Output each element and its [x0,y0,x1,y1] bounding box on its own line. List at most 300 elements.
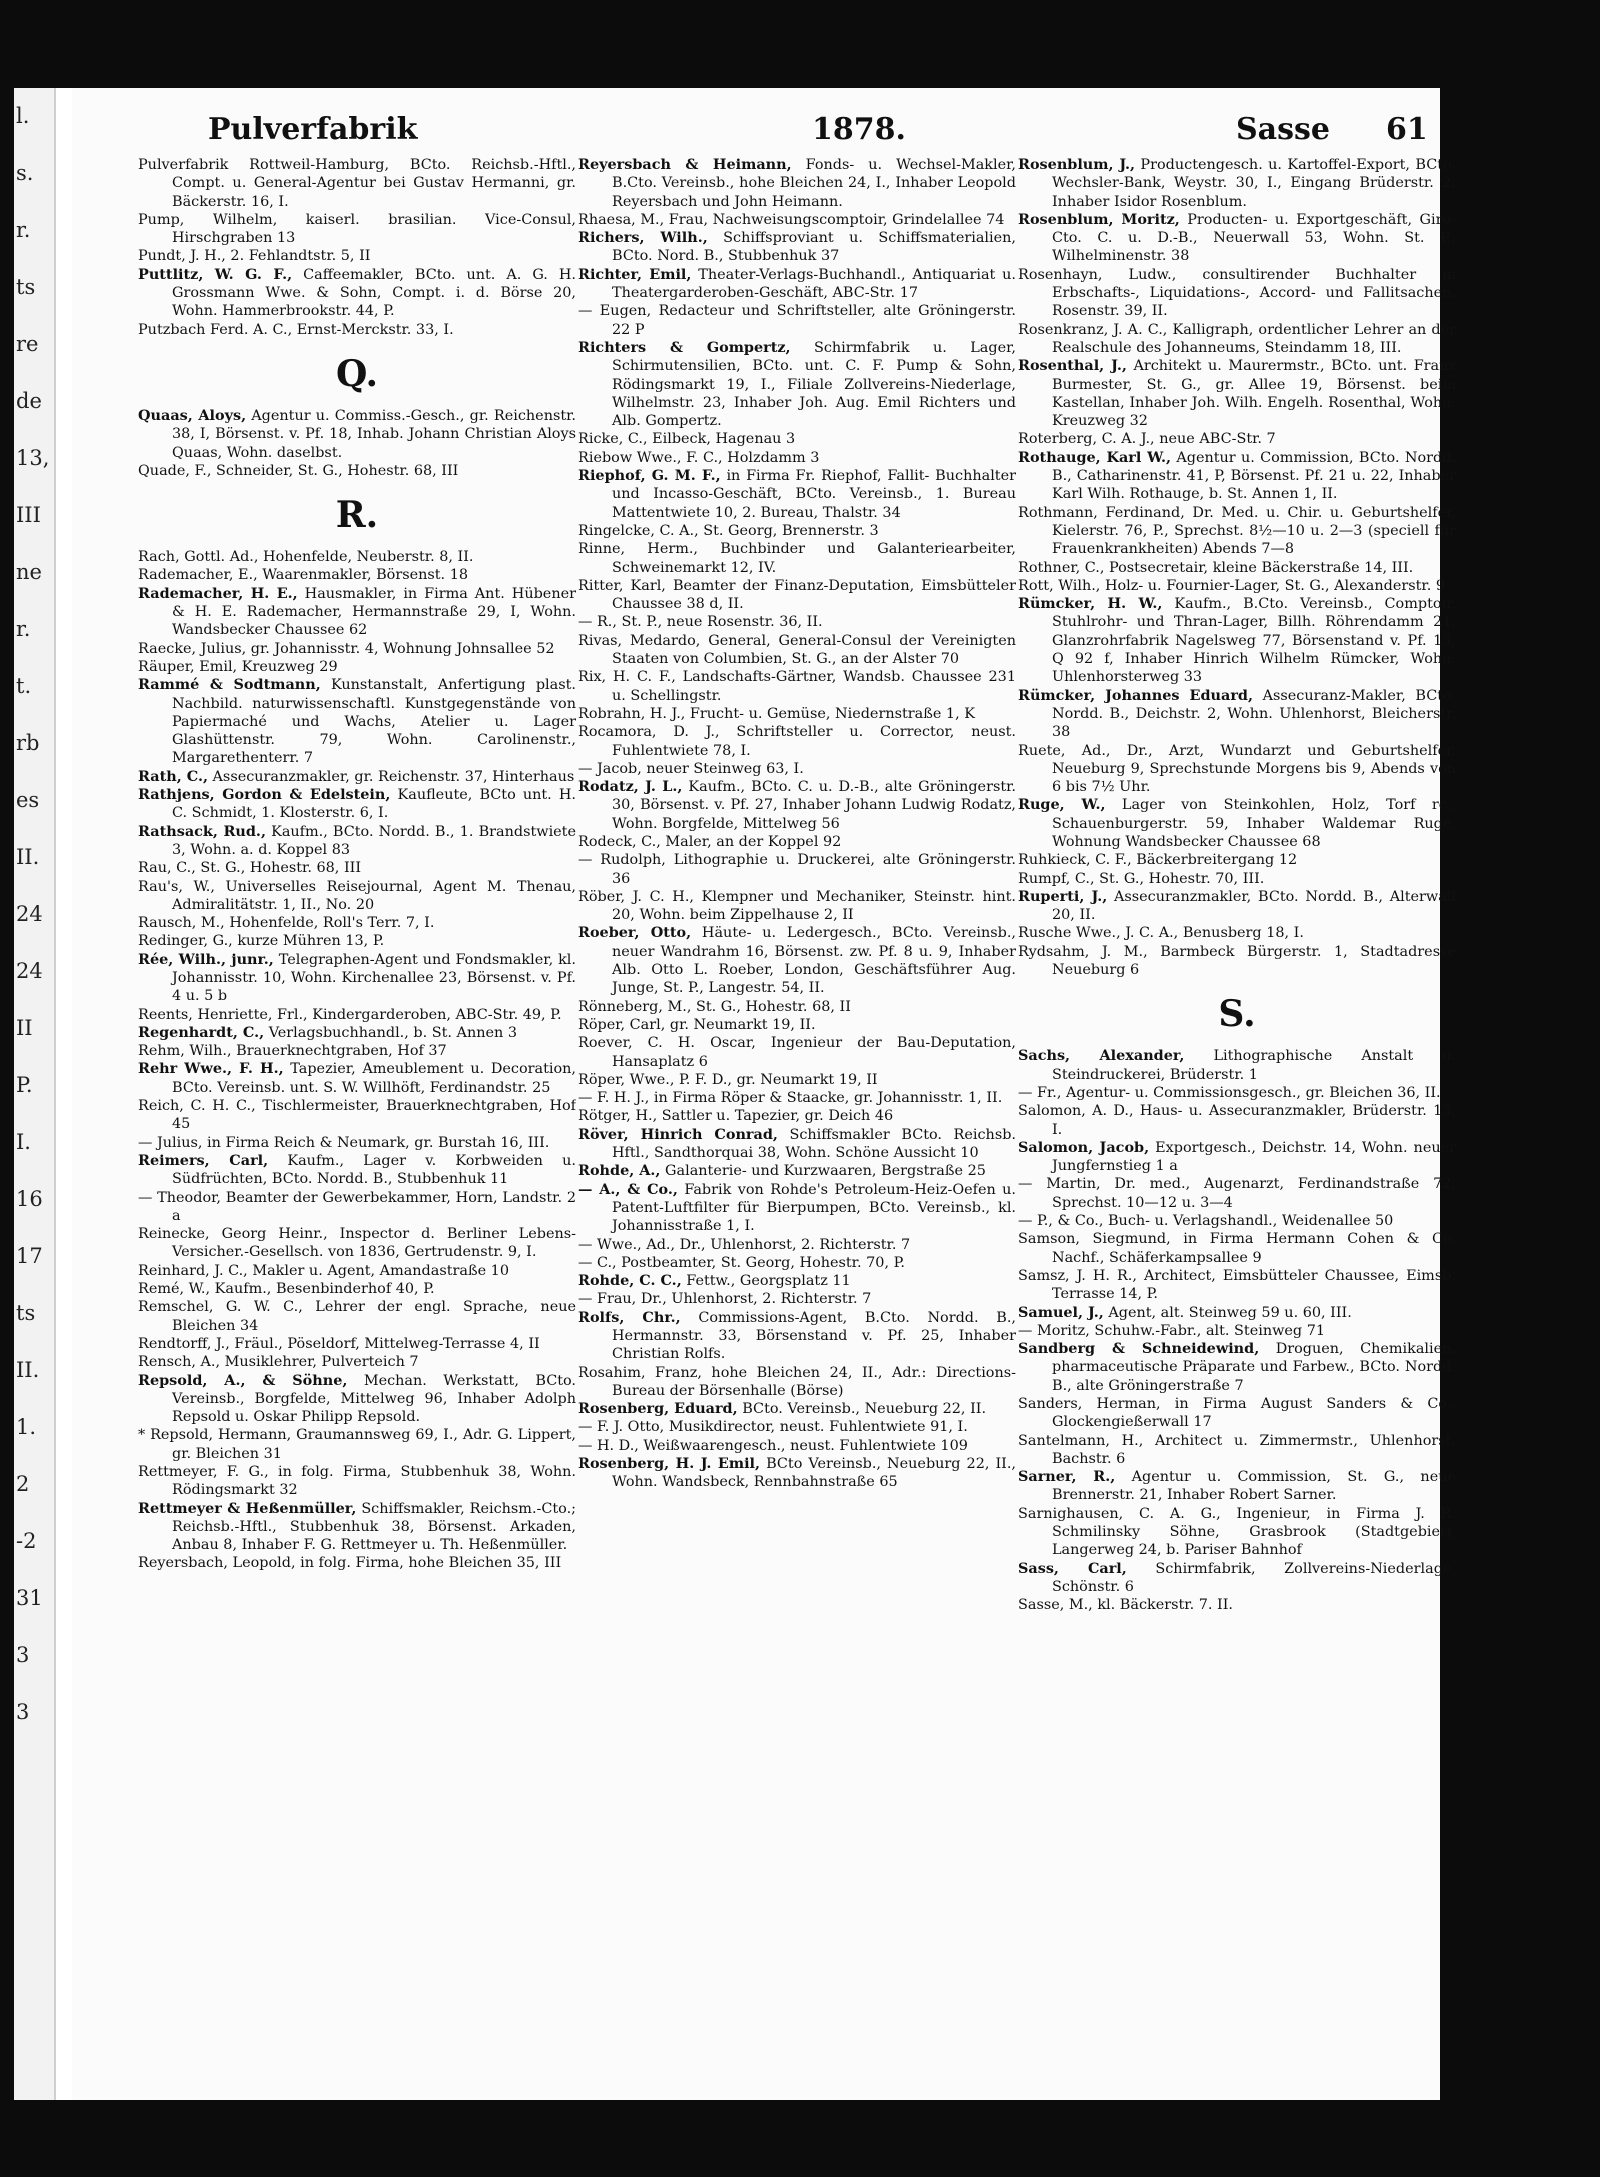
entry-name: Sarner, R., [1018,1468,1116,1486]
directory-entry [1018,156,1456,211]
directory-entry [138,1006,576,1024]
entry-text: — C., Postbeamter, St. Georg, Hohestr. 70, P. [578,1254,905,1271]
entry-text: Reents, Henriette, Frl., Kindergarderoben, ABC-Str. 49, P. [138,1006,562,1023]
entry-name: Rathsack, Rud., [138,822,266,840]
entry-text: Röper, Carl, gr. Neumarkt 19, II. [578,1016,816,1033]
entry-name: Reimers, Carl, [138,1151,269,1169]
entry-name: Rümcker, H. W., [1018,595,1163,613]
entry-text: Pundt, J. H., 2. Fehlandtstr. 5, II [138,248,371,265]
entry-name: Rathjens, Gordon & Edelstein, [138,786,391,804]
entry-text: Schiffsmakler BCto. Reichsb. Hftl., Sandthorquai 38, Wohn. Schöne Aussicht 10 [612,1126,1016,1162]
directory-entry [578,1126,1016,1163]
directory-entry [1018,1212,1456,1230]
previous-page-fragment: s. [16,161,34,185]
entry-name: Sandberg & Schneidewind, [1018,1340,1260,1358]
entry-text: Exportgesch., Deichstr. 14, Wohn. neuer Jungfernstieg 1 a [1052,1139,1456,1175]
entry-text: Schirmfabrik u. Lager, Schirmutensilien, BCto. unt. C. F. Pump & Sohn, Rödingsmarkt 19, I., Filiale Zollvereins-Niederlage, Wilhelmstr. 23, Inhaber Joh. Aug. Emil Richters und Alb. Gompertz. [612,339,1016,430]
entry-text: Rönneberg, M., St. G., Hohestr. 68, II [578,998,851,1015]
directory-entry [1018,595,1456,686]
directory-entry [138,1189,576,1226]
directory-entry [1018,559,1456,577]
entry-text: Agentur u. Commission, St. G., neue Brennerstr. 21, Inhaber Robert Sarner. [1052,1469,1456,1504]
previous-page-fragment: l. [16,104,30,128]
directory-page [72,88,1456,2100]
column-3 [1018,156,1456,2086]
directory-entry [138,878,576,915]
directory-entry [578,1455,1016,1492]
entry-text: Kaufm., Lager v. Korbweiden u. Südfrüchten, BCto. Nordd. B., Stubbenhuk 11 [172,1152,576,1188]
directory-entry [138,786,576,823]
directory-entry [578,924,1016,997]
entry-text: Kaufm., B.Cto. Vereinsb., Comptoir, Stuhlrohr- und Thran-Lager, Billh. Röhrendamm 21, Glanzrohrfabrik Nagelsweg 77, Börsenstand v. Pf. 15, Q 92 f, Inhaber Hinrich Wilhelm Rümcker, Wohn. Uhlenhorsterweg 33 [1052,596,1456,686]
directory-entry [1018,1395,1456,1432]
entry-text: Santelmann, H., Architect u. Zimmermstr., Uhlenhorst, Bachstr. 6 [1018,1432,1456,1467]
entry-text: — Wwe., Ad., Dr., Uhlenhorst, 2. Richterstr. 7 [578,1236,911,1253]
entry-name: Repsold, A., & Söhne, [138,1371,348,1389]
directory-entry [578,1272,1016,1290]
entry-name: Rodatz, J. L., [578,778,683,796]
previous-page-fragment: ts [16,1301,36,1325]
directory-entry [1018,1047,1456,1084]
entry-name: Rammé & Sodtmann, [138,676,321,694]
directory-entry [1018,211,1456,266]
running-head-left: Pulverfabrik [208,112,418,147]
previous-page-fragment: II. [16,845,40,869]
entry-name: Rohde, A., [578,1162,661,1180]
directory-entry [578,851,1016,888]
directory-entry [578,888,1016,925]
directory-entry [1018,1322,1456,1340]
previous-page-fragment: 24 [16,902,43,926]
directory-entry [578,1071,1016,1089]
entry-text: Lager von Steinkohlen, Holz, Torf rc., Schauenburgerstr. 59, Inhaber Waldemar Ruge, Wohnung Wandsbecker Chaussee 68 [1052,797,1456,850]
entry-text: Rosenkranz, J. A. C., Kalligraph, ordentlicher Lehrer an der Realschule des Johanneums, Steindamm 18, III. [1018,321,1456,356]
directory-entry [1018,943,1456,980]
entry-text: Rötger, H., Sattler u. Tapezier, gr. Deich 46 [578,1108,894,1125]
scan-border-bottom [0,2100,1600,2177]
entry-text: — Rudolph, Lithographie u. Druckerei, alte Gröningerstr. 36 [578,852,1016,887]
entry-name: Rosenberg, H. J. Emil, [578,1455,761,1473]
entry-text: — Fr., Agentur- u. Commissionsgesch., gr. Bleichen 36, II. [1018,1084,1441,1101]
entry-text: — P., & Co., Buch- u. Verlagshandl., Weidenallee 50 [1018,1213,1394,1230]
entry-text: Redinger, G., kurze Mühren 13, P. [138,933,385,950]
scan-border-left [0,0,14,2177]
directory-entry [1018,1267,1456,1304]
directory-entry [1018,888,1456,925]
entry-text: Assecuranz-Makler, BCto. Nordd. B., Deichstr. 2, Wohn. Uhlenhorst, Bleicherstr. 38 [1052,687,1456,741]
entry-text: Agent, alt. Steinweg 59 u. 60, III. [1103,1304,1352,1321]
entry-text: Agentur u. Commiss.-Gesch., gr. Reichenstr. 38, I, Börsenst. v. Pf. 18, Inhab. Johann Christian Aloys Quaas, Wohn. daselbst. [172,407,576,461]
entry-text: Rothmann, Ferdinand, Dr. Med. u. Chir. u. Geburtshelfer, Kielerstr. 76, P., Sprechst. 8½—10 u. 2—3 (speciell für Frauenkrankheiten) Abends 7—8 [1018,504,1456,558]
entry-text: Architekt u. Maurermstr., BCto. unt. Franz Burmester, St. G., gr. Allee 19, Börsenst. beim Kastellan, Inhaber Joh. Wilh. Engelh. Rosenthal, Wohn. Kreuzweg 32 [1052,358,1456,430]
entry-text: Reinhard, J. C., Makler u. Agent, Amandastraße 10 [138,1262,509,1279]
entry-text: Fabrik von Rohde's Petroleum-Heiz-Oefen u. Patent-Luftfilter für Bierpumpen, BCto. Vereinsb., kl. Johannisstraße 1, I. [612,1181,1016,1235]
entry-text: — H. D., Weißwaarengesch., neust. Fuhlentwiete 109 [578,1437,968,1454]
directory-entry [1018,1175,1456,1212]
entry-name: Riephof, G. M. F., [578,467,721,485]
entry-text: Schiffsmakler, Reichsm.-Cto.; Reichsb.-Hftl., Stubbenhuk 38, Börsenst. Arkaden, Anbau 8, Inhaber F. G. Rettmeyer u. Th. Heßenmüller. [172,1500,576,1554]
directory-entry [1018,851,1456,869]
entry-text: Assecuranzmakler, BCto. Nordd. B., Alterwall 20, II. [1052,888,1456,924]
entry-text: Quade, F., Schneider, St. G., Hohestr. 68, III [138,462,459,479]
directory-entry [1018,357,1456,430]
directory-entry [578,229,1016,266]
directory-entry [1018,577,1456,595]
entry-text: Producten- u. Exportgeschäft, Giro-Cto. C. u. D.-B., Neuerwall 53, Wohn. St. P., Wilhelminenstr. 38 [1052,211,1456,265]
entry-text: Ritter, Karl, Beamter der Finanz-Deputation, Eimsbütteler Chaussee 38 d, II. [578,577,1016,613]
entry-text: Ringelcke, C. A., St. Georg, Brennerstr. 3 [578,522,879,539]
previous-page-fragment: I. [16,1130,31,1154]
directory-entry [578,1418,1016,1436]
directory-entry [138,1225,576,1262]
entry-text: Kunstanstalt, Anfertigung plast. Nachbild. naturwissenschaftl. Kunstgegenstände von Papiermaché und Wachs, Atelier u. Lager Glashüttenstr. 79, Wohn. Carolinenstr., Margarethenterr. 7 [172,677,576,767]
directory-entry [578,1162,1016,1180]
directory-entry [578,1236,1016,1254]
directory-entry [578,449,1016,467]
previous-page-fragment: re [16,332,39,356]
entry-name: Rosenblum, J., [1018,156,1136,173]
entry-text: Röber, J. C. H., Klempner und Mechaniker, Steinstr. hint. 20, Wohn. beim Zippelhause 2, II [578,888,1016,924]
entry-text: — Eugen, Redacteur und Schriftsteller, alte Gröningerstr. 22 P [578,303,1016,338]
entry-name: Regenhardt, C., [138,1023,265,1041]
column-1 [138,156,576,2086]
entry-name: Puttlitz, W. G. F., [138,265,293,283]
entry-text: Agentur u. Commission, BCto. Nordd. B., Catharinenstr. 41, P, Börsenst. Pf. 21 u. 22, Inhaber Karl Wilh. Rothauge, b. St. Annen 1, II. [1052,449,1456,503]
entry-name: Quaas, Aloys, [138,406,247,424]
entry-name: Richers, Wilh., [578,229,708,247]
previous-page-fragment: ts [16,275,36,299]
directory-entry [138,951,576,1006]
directory-entry [1018,1596,1456,1614]
entry-text: Rinne, Herm., Buchbinder und Galanteriearbeiter, Schweinemarkt 12, IV. [578,541,1016,576]
scan-border-right [1440,0,1600,2177]
directory-entry [578,668,1016,705]
directory-entry [138,266,576,321]
directory-entry [138,1500,576,1555]
directory-entry [578,1290,1016,1308]
directory-entry [138,1463,576,1500]
entry-text: Samsz, J. H. R., Architect, Eimsbütteler Chaussee, Eimsb. Terrasse 14, P. [1018,1267,1456,1303]
directory-entry [138,1280,576,1298]
previous-page-fragment: ne [16,560,42,584]
entry-text: Rott, Wilh., Holz- u. Fournier-Lager, St. G., Alexanderstr. 9 [1018,577,1445,594]
directory-entry [578,723,1016,760]
directory-entry [578,1400,1016,1418]
entry-name: Rosenthal, J., [1018,357,1127,375]
directory-entry [1018,504,1456,559]
entry-text: Rehm, Wilh., Brauerknechtgraben, Hof 37 [138,1043,447,1060]
directory-entry [578,998,1016,1016]
entry-text: — R., St. P., neue Rosenstr. 36, II. [578,614,823,631]
directory-entry [138,859,576,877]
directory-entry [138,640,576,658]
directory-entry [1018,1139,1456,1176]
entry-text: Pump, Wilhelm, kaiserl. brasilian. Vice-Consul, Hirschgraben 13 [138,211,576,247]
directory-entry [1018,266,1456,321]
entry-text: Roever, C. H. Oscar, Ingenieur der Bau-Deputation, Hansaplatz 6 [578,1035,1016,1070]
directory-entry [578,613,1016,631]
directory-entry [578,211,1016,229]
entry-text: Kaufm., BCto. Nordd. B., 1. Brandstwiete 3, Wohn. a. d. Koppel 83 [172,823,576,858]
entry-text: Riebow Wwe., F. C., Holzdamm 3 [578,449,820,466]
entry-name: — A., & Co., [578,1180,678,1198]
entry-text: Ruete, Ad., Dr., Arzt, Wundarzt und Geburtshelfer, Neueburg 9, Sprechstunde Morgens bis 9, Abends von 6 bis 7½ Uhr. [1018,742,1456,796]
entry-text: Droguen, Chemikalien, pharmaceutische Präparate und Farbew., BCto. Nordd. B., alte Gröningerstraße 7 [1052,1341,1456,1394]
directory-entry [578,1016,1016,1034]
entry-text: — F. H. J., in Firma Röper & Staacke, gr. Johannisstr. 1, II. [578,1090,1003,1107]
previous-page-fragment: 3 [16,1643,30,1667]
previous-page-fragment: de [16,389,42,413]
previous-page-fragment: II [16,1016,33,1040]
previous-page-fragment: t. [16,674,32,698]
previous-page-fragment: -2 [16,1529,37,1553]
previous-page-fragment: 16 [16,1187,43,1211]
entry-text: Sasse, M., kl. Bäckerstr. 7. II. [1018,1597,1233,1614]
section-letter: S. [1218,993,1256,1036]
entry-name: Roeber, Otto, [578,924,692,942]
directory-entry [1018,687,1456,742]
running-head [136,112,1426,152]
entry-name: Rosenberg, Eduard, [578,1400,738,1418]
directory-entry [578,833,1016,851]
directory-entry [138,247,576,265]
directory-entry [578,266,1016,303]
entry-name: Salomon, Jacob, [1018,1138,1150,1156]
directory-entry [1018,1102,1456,1139]
entry-text: Reyersbach, Leopold, in folg. Firma, hohe Bleichen 35, III [138,1555,562,1572]
entry-name: Rath, C., [138,767,208,785]
entry-text: Schirmfabrik, Zollvereins-Niederlage, Schönstr. 6 [1052,1560,1456,1595]
entry-text: Rodeck, C., Maler, an der Koppel 92 [578,833,842,850]
entry-text: Sanders, Herman, in Firma August Sanders & Co., Glockengießerwall 17 [1018,1396,1456,1431]
running-head-year: 1878. [812,112,906,147]
entry-text: Telegraphen-Agent und Fondsmakler, kl. Johannisstr. 10, Wohn. Kirchenallee 23, Börsenst. v. Pf. 4 u. 5 b [172,951,576,1005]
directory-entry [578,430,1016,448]
directory-entry [1018,1432,1456,1469]
entry-text: Röper, Wwe., P. F. D., gr. Neumarkt 19, II [578,1071,878,1088]
directory-entry [578,522,1016,540]
previous-page-fragment: III [16,503,41,527]
previous-page-fragment: 17 [16,1244,43,1268]
directory-entry [138,566,576,584]
directory-entry [138,676,576,767]
previous-page-fragment: es [16,788,40,812]
entry-name: Röver, Hinrich Conrad, [578,1125,778,1143]
entry-text: — Martin, Dr. med., Augenarzt, Ferdinandstraße 72, Sprechst. 10—12 u. 3—4 [1018,1176,1456,1211]
entry-text: Commissions-Agent, B.Cto. Nordd. B., Hermannstr. 33, Börsenstand v. Pf. 25, Inhaber Christian Rolfs. [612,1309,1016,1363]
entry-text: Salomon, A. D., Haus- u. Assecuranzmakler, Brüderstr. 13, I. [1018,1103,1456,1138]
entry-text: Rademacher, E., Waarenmakler, Börsenst. 18 [138,567,469,584]
entry-name: Rehr Wwe., F. H., [138,1060,284,1078]
entry-text: Reinecke, Georg Heinr., Inspector d. Berliner Lebens-Versicher.-Gesellsch. von 1836, Gertrudenstr. 9, I. [138,1226,576,1261]
entry-text: Productengesch. u. Kartoffel-Export, BCto. Wechsler-Bank, Weystr. 30, I., Eingang Brüderstr. 2, Inhaber Isidor Rosenblum. [1052,157,1456,210]
entry-text: Caffeemakler, BCto. unt. A. G. H. Grossmann Wwe. & Sohn, Compt. i. d. Börse 20, Wohn. Hammerbrookstr. 44, P. [172,266,576,320]
entry-text: BCto Vereinsb., Neueburg 22, II., Wohn. Wandsbeck, Rennbahnstraße 65 [612,1456,1016,1491]
entry-text: Rosahim, Franz, hohe Bleichen 24, II., Adr.: Directions-Bureau der Börsenhalle (Börse) [578,1364,1016,1399]
page-number: 61 [1386,112,1428,147]
previous-page-fragment: 24 [16,959,43,983]
entry-text: Samson, Siegmund, in Firma Hermann Cohen & Co. Nachf., Schäferkampsallee 9 [1018,1231,1456,1266]
entry-text: Remé, W., Kaufm., Besenbinderhof 40, P. [138,1281,435,1298]
entry-text: Theater-Verlags-Buchhandl., Antiquariat u. Theatergarderoben-Geschäft, ABC-Str. 17 [612,266,1016,302]
directory-entry [138,1426,576,1463]
entry-text: Rydsahm, J. M., Barmbeck Bürgerstr. 1, Stadtadresse Neueburg 6 [1018,943,1456,979]
entry-name: Sass, Carl, [1018,1559,1127,1577]
entry-text: Schiffsproviant u. Schiffsmaterialien, BCto. Nord. B., Stubbenhuk 37 [612,230,1016,265]
directory-entry [138,1097,576,1134]
entry-name: Rümcker, Johannes Eduard, [1018,686,1253,704]
directory-entry [1018,742,1456,797]
section-letter: Q. [335,352,379,395]
entry-text: Rhaesa, M., Frau, Nachweisungscomptoir, Grindelallee 74 [578,211,1005,228]
entry-name: Richter, Emil, [578,265,692,283]
entry-name: Rademacher, H. E., [138,584,298,602]
directory-entry [138,823,576,860]
directory-entry [1018,924,1456,942]
column-2 [578,156,1016,2086]
entry-name: Rosenblum, Moritz, [1018,210,1180,228]
entry-text: Rendtorff, J., Fräul., Pöseldorf, Mittelweg-Terrasse 4, II [138,1335,540,1352]
entry-text: in Firma Fr. Riephof, Fallit- Buchhalter und Incasso-Geschäft, BCto. Vereinsb., 1. Bureau Mattentwiete 10, 2. Bureau, Thalstr. 34 [612,468,1016,521]
directory-entry [138,211,576,248]
previous-page-fragment: 31 [16,1586,43,1610]
directory-entry [1018,1230,1456,1267]
entry-text: Rix, H. C. F., Landschafts-Gärtner, Wandsb. Chaussee 231 u. Schellingstr. [578,669,1016,704]
entry-text: Tapezier, Ameublement u. Decoration, BCto. Vereinsb. unt. S. W. Willhöft, Ferdinandstr. 25 [172,1061,576,1096]
directory-entry [578,1034,1016,1071]
directory-entry [578,1181,1016,1236]
entry-name: Rée, Wilh., junr., [138,950,274,968]
entry-text: Robrahn, H. J., Frucht- u. Gemüse, Niedernstraße 1, K [578,705,975,722]
directory-entry [1018,796,1456,851]
entry-text: — Theodor, Beamter der Gewerbekammer, Horn, Landstr. 2 a [138,1189,576,1224]
directory-entry [138,321,576,339]
entry-text: Remschel, G. W. C., Lehrer der engl. Sprache, neue Bleichen 34 [138,1299,576,1334]
entry-text: Putzbach Ferd. A. C., Ernst-Merckstr. 33, I. [138,321,454,338]
directory-entry [578,577,1016,614]
entry-name: Samuel, J., [1018,1303,1104,1321]
entry-text: Rau, C., St. G., Hohestr. 68, III [138,860,362,877]
entry-text: Rettmeyer, F. G., in folg. Firma, Stubbenhuk 38, Wohn. Rödingsmarkt 32 [138,1464,576,1499]
entry-text: Mechan. Werkstatt, BCto. Vereinsb., Borgfelde, Mittelweg 96, Inhaber Adolph Repsold u. Oskar Philipp Repsold. [172,1372,576,1426]
entry-text: * Repsold, Hermann, Graumannsweg 69, I., Adr. G. Lippert, gr. Bleichen 31 [138,1427,576,1462]
entry-text: Kaufm., BCto. C. u. D.-B., alte Gröningerstr. 30, Börsenst. v. Pf. 27, Inhaber Johann Ludwig Rodatz, Wohn. Borgfelde, Mittelweg 56 [612,779,1016,832]
directory-entry [578,339,1016,430]
entry-text: Räuper, Emil, Kreuzweg 29 [138,658,338,675]
directory-entry [578,302,1016,339]
entry-text: Lithographische Anstalt u. Steindruckerei, Brüderstr. 1 [1052,1048,1456,1083]
entry-text: — Frau, Dr., Uhlenhorst, 2. Richterstr. 7 [578,1291,872,1308]
previous-page-fragment: P. [16,1073,33,1097]
entry-name: Richters & Gompertz, [578,338,791,356]
entry-text: Rosenhayn, Ludw., consultirender Buchhalter in Erbschafts-, Liquidations-, Accord- und Fallitsachen, Rosenstr. 39, II. [1018,266,1456,320]
entry-text: — Moritz, Schuhw.-Fabr., alt. Steinweg 71 [1018,1322,1326,1339]
entry-text: Rivas, Medardo, General, General-Consul der Vereinigten Staaten von Columbien, St. G., an der Alster 70 [578,632,1016,668]
previous-page-fragment: r. [16,218,31,242]
directory-entry [578,1364,1016,1401]
directory-entry [1018,321,1456,358]
entry-text: Verlagsbuchhandl., b. St. Annen 3 [264,1024,518,1041]
directory-entry [138,1152,576,1189]
directory-entry [1018,430,1456,448]
entry-text: Raecke, Julius, gr. Johannisstr. 4, Wohnung Johnsallee 52 [138,640,555,657]
previous-page-edge [14,88,56,2100]
directory-entry [578,1254,1016,1272]
directory-entry [1018,1468,1456,1505]
directory-entry [138,1134,576,1152]
entry-text: Rach, Gottl. Ad., Hohenfelde, Neuberstr. 8, II. [138,549,474,566]
directory-entry [578,632,1016,669]
entry-text: Ruhkieck, C. F., Bäckerbreitergang 12 [1018,852,1298,869]
entry-text: Galanterie- und Kurzwaaren, Bergstraße 25 [660,1163,986,1180]
directory-entry [138,932,576,950]
directory-entry [578,1089,1016,1107]
directory-entry [138,1353,576,1371]
directory-entry [138,585,576,640]
entry-name: Ruge, W., [1018,796,1106,814]
directory-entry [138,1060,576,1097]
entry-text: Rumpf, C., St. G., Hohestr. 70, III. [1018,870,1265,887]
directory-entry [138,462,576,480]
previous-page-fragment: r. [16,617,31,641]
entry-name: Rettmeyer & Heßenmüller, [138,1499,357,1517]
directory-entry [138,1372,576,1427]
directory-entry [138,1554,576,1572]
entry-text: — F. J. Otto, Musikdirector, neust. Fuhlentwiete 91, I. [578,1419,968,1436]
directory-entry [578,1107,1016,1125]
running-head-right: Sasse [1236,112,1330,147]
directory-entry [138,658,576,676]
entry-text: Rocamora, D. J., Schriftsteller u. Corrector, neust. Fuhlentwiete 78, I. [578,724,1016,759]
previous-page-fragment: II. [16,1358,40,1382]
entry-text: — Jacob, neuer Steinweg 63, I. [578,760,804,777]
directory-entry [1018,1340,1456,1395]
entry-text: Fettw., Georgsplatz 11 [681,1273,851,1290]
entry-text: Rausch, M., Hohenfelde, Roll's Terr. 7, I. [138,915,435,932]
directory-entry [138,768,576,786]
entry-name: Rothauge, Karl W., [1018,448,1172,466]
directory-entry [138,407,576,462]
directory-entry [138,1335,576,1353]
entry-text: Ricke, C., Eilbeck, Hagenau 3 [578,431,796,448]
entry-name: Rolfs, Chr., [578,1308,681,1326]
entry-text: Roterberg, C. A. J., neue ABC-Str. 7 [1018,431,1276,448]
previous-page-fragment: 1. [16,1415,37,1439]
entry-name: Rohde, C. C., [578,1272,682,1290]
entry-name: Reyersbach & Heimann, [578,156,792,173]
directory-entry [138,1042,576,1060]
entry-text: Hausmakler, in Firma Ant. Hübener & H. E. Rademacher, Hermannstraße 29, I, Wohn. Wandsbecker Chaussee 62 [172,585,576,639]
directory-entry [1018,1304,1456,1322]
directory-entry [138,1298,576,1335]
directory-entry [138,156,576,211]
directory-entry [138,1024,576,1042]
directory-entry [578,467,1016,522]
directory-entry [578,760,1016,778]
directory-entry [578,1437,1016,1455]
directory-entry [1018,870,1456,888]
directory-entry [138,1262,576,1280]
entry-text: Rau's, W., Universelles Reisejournal, Agent M. Thenau, Admiralitätstr. 1, II., No. 20 [138,878,576,913]
entry-text: Pulverfabrik Rottweil-Hamburg, BCto. Reichsb.-Hftl., Compt. u. General-Agentur bei Gustav Hermanni, gr. Bäckerstr. 16, I. [138,157,576,210]
directory-entry [138,548,576,566]
directory-entry [1018,1505,1456,1560]
entry-text: Assecuranzmakler, gr. Reichenstr. 37, Hinterhaus [207,768,575,785]
entry-text: BCto. Vereinsb., Neueburg 22, II. [737,1401,987,1418]
entry-text: Rusche Wwe., J. C. A., Benusberg 18, I. [1018,925,1304,942]
directory-entry [578,705,1016,723]
directory-entry [138,914,576,932]
